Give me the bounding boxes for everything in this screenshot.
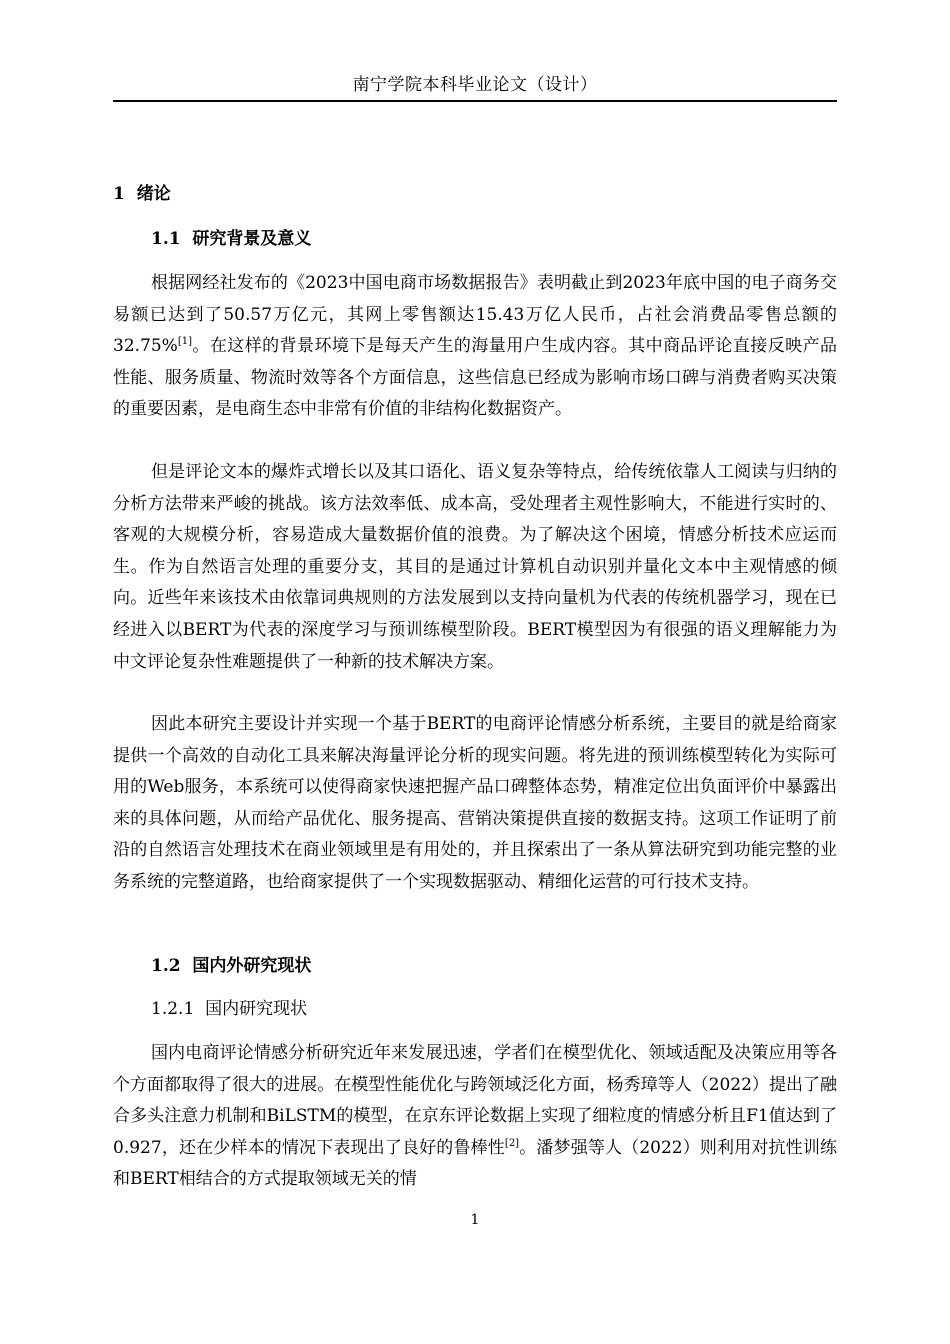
section-number: 1.2 xyxy=(151,956,181,976)
paragraph-text: 。潘梦强等人（2022）则利用对抗性训练和BERT相结合的方式提取领域无关的情 xyxy=(113,1137,837,1190)
subsection-number: 1.2.1 xyxy=(151,999,195,1019)
citation-ref: [2] xyxy=(504,1137,520,1149)
subsection-title: 国内研究现状 xyxy=(205,999,308,1019)
paragraph-4 xyxy=(113,1038,837,1196)
paragraph-1 xyxy=(113,268,837,426)
paragraph-text: 根据网经社发布的《2023中国电商市场数据报告》表明截止到2023年底中国的电子商务交易额已达到了50.57万亿元，其网上零售额达15.43万亿人民币，占社会消费品零售总额的32.75% xyxy=(113,273,837,357)
citation-ref: [1] xyxy=(177,336,192,348)
running-header: 南宁学院本科毕业论文（设计） xyxy=(352,75,598,95)
paragraph-text: 国内电商评论情感分析研究近年来发展迅速，学者们在模型优化、领域适配及决策应用等各个方面都取得了很大的进展。在模型性能优化与跨领域泛化方面，杨秀璋等人（2022）提出了融合多头注意力机制和BiLSTM的模型，在京东评论数据上实现了细粒度的情感分析且F1值达到了0.927，还在少样本的情况下表现出了良好的鲁棒性 xyxy=(113,1043,837,1158)
paragraph-3: 因此本研究主要设计并实现一个基于BERT的电商评论情感分析系统，主要目的就是给商家提供一个高效的自动化工具来解决海量评论分析的现实问题。将先进的预训练模型转化为实际可用的Web服务，本系统可以使得商家快速把握产品口碑整体态势，精准定位出负面评价中暴露出来的具体问题，从而给产品优化、服务提高、营销决策提供直接的数据支持。这项工作证明了前沿的自然语言处理技术在商业领域里是有用处的，并且探索出了一条从算法研究到功能完整的业务系统的完整道路，也给商家提供了一个实现数据驱动、精细化运营的可行技术支持。 xyxy=(113,714,837,892)
subsection-heading-1-2-1 xyxy=(151,996,307,1022)
section-heading-1-2 xyxy=(151,953,311,979)
section-number: 1.1 xyxy=(151,229,181,249)
page-number: 1 xyxy=(470,1212,480,1228)
paragraph-2: 但是评论文本的爆炸式增长以及其口语化、语义复杂等特点，给传统依靠人工阅读与归纳的分析方法带来严峻的挑战。该方法效率低、成本高，受处理者主观性影响大，不能进行实时的、客观的大规模分析，容易造成大量数据价值的浪费。为了解决这个困境，情感分析技术应运而生。作为自然语言处理的重要分支，其目的是通过计算机自动识别并量化文本中主观情感的倾向。近些年来该技术由依靠词典规则的方法发展到以支持向量机为代表的传统机器学习，现在已经进入以BERT为代表的深度学习与预训练模型阶段。BERT模型因为有很强的语义理解能力为中文评论复杂性难题提供了一种新的技术解决方案。 xyxy=(113,462,837,672)
section-title: 国内外研究现状 xyxy=(192,956,312,976)
chapter-title: 绪论 xyxy=(136,184,171,204)
section-heading-1-1 xyxy=(151,226,311,252)
paragraph-text: 。在这样的背景环境下是每天产生的海量用户生成内容。其中商品评论直接反映产品性能、服务质量、物流时效等各个方面信息，这些信息已经成为影响市场口碑与消费者购买决策的重要因素，是电商生态中非常有价值的非结构化数据资产。 xyxy=(113,336,837,420)
chapter-heading xyxy=(113,181,171,207)
section-title: 研究背景及意义 xyxy=(192,229,312,249)
chapter-number: 1 xyxy=(113,184,125,204)
header-rule xyxy=(113,100,837,102)
